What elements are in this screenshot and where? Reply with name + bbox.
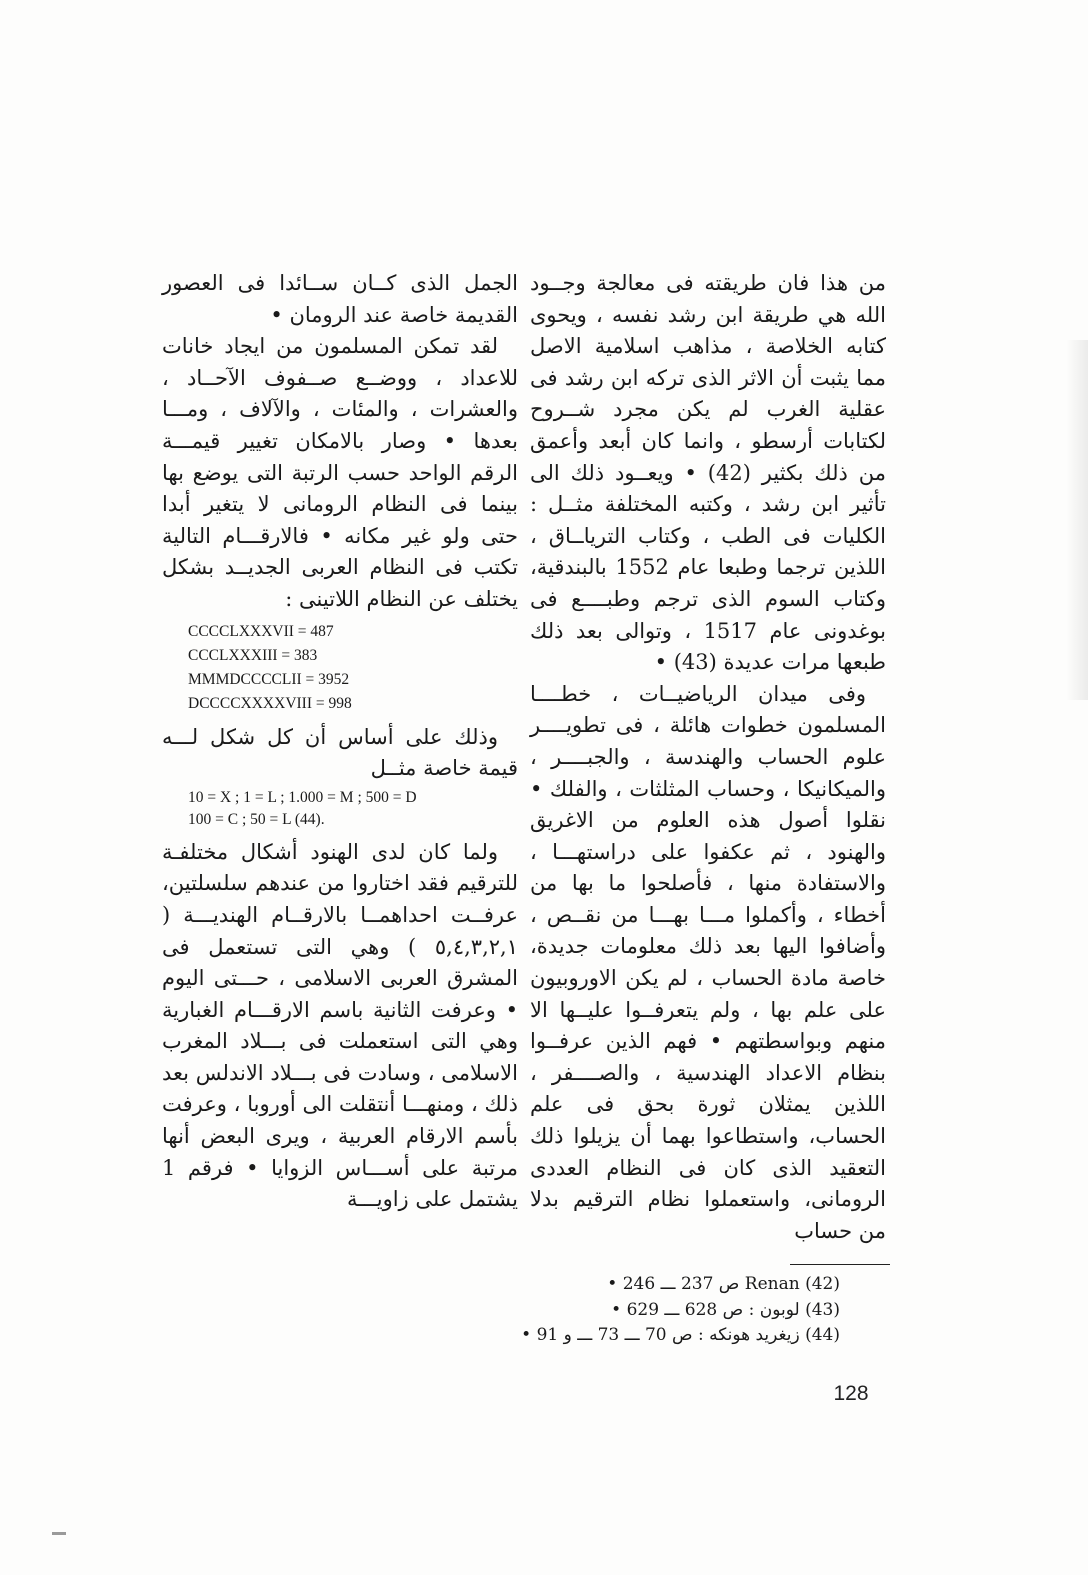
roman-example-row: DCCCCXXXXVIII = 998 [188, 694, 352, 712]
roman-numeral-examples [162, 620, 518, 716]
left-paragraph-3: وذلك على أساس أن كل شكل لـــه قيمة خاصة مثــل [162, 724, 518, 781]
left-paragraph-4: ولما كان لدى الهنود أشكال مختلفـة للترقيم فقد اختاروا من عندهم سلسلتين، عرفــت احداهمــا بالارقــام الهنديـــة ( ٥,٤,٣,٢,١ ) وهي التى تستعمل فى المشرق العربى الاسلامى ، حـــتى اليوم • وعرفت الثانية باسم الارقـــام الغبارية وهي التى استعملت فى بـــلاد المغرب الاسلامى ، وسادت فى بـــلاد الاندلس بعد ذلك ، ومنهـــا أنتقلت الى أوروبا ، وعرفت بأسم الارقام العربية ، ويرى البعض أنها مرتبة على أســـاس الزوايا • فرقم 1 يشتمل على زاويـــة [162, 839, 518, 1212]
scan-edge-shadow [1066, 340, 1088, 700]
page-number: 128 [833, 1382, 869, 1405]
footnote-43: (43) لوبون : ص 628 ـــ 629 • [611, 1299, 840, 1320]
footnotes [440, 1272, 840, 1349]
roman-example-row: CCCLXXXIII = 383 [188, 646, 318, 664]
roman-values-equation [162, 787, 530, 831]
right-paragraph-1: من هذا فان طريقته فى معالجة وجــود الله هي طريقة ابن رشد نفسه ، ويحوى كتابه الخلاصة ، مذاهب اسلامية الاصل مما يثبت أن الاثر الذى تركه ابن رشد فى عقلية الغرب لم يكن مجرد شــروح لكتابات أرسطو ، وانما كان أبعد وأعمق من ذلك بكثير (42) • ويعــود ذلك الى تأثير ابن رشد ، وكتبه المختلفة مثــل : الكليات فى الطب ، وكتاب الترياــاق ، اللذين ترجما وطبعا عام 1552 بالبندقية، وكتاب السوم الذى ترجم وطبــــع فى بوغدونى عام 1517 ، وتوالى بعد ذلك طبعها مرات عديدة (43) • [530, 271, 887, 675]
left-paragraph-2: لقد تمكن المسلمون من ايجاد خانات للاعداد ، ووضــع صــفوف الآحــاد ، والعشرات ، والمئات ، والآلاف ، ومـــا بعدها • وصار بالامكان تغيير قيمـــة الرقم الواحد حسب الرتبة التى يوضع بها بينما فى النظام الرومانى لا يتغير أبدا حتى ولو غير مكانه • فالارقـــام التالية تكتب فى النظام العربى الجديــد بشكل يختلف عن النظام اللاتينى : [162, 334, 518, 611]
left-paragraph-1: الجمل الذى كــان ســائدا فى العصور القديمة خاصة عند الرومان • [162, 271, 518, 327]
equation-line: 100 = C ; 50 = L (44). [188, 810, 325, 828]
left-text-column [162, 268, 518, 1216]
footnote-44: (44) زيغريد هونكه : ص 70 ـــ 73 ـــ و 91 • [521, 1325, 840, 1345]
footnote-divider [790, 1264, 890, 1265]
footnote-42: (42) Renan ص 237 ـــ 246 • [607, 1274, 840, 1294]
equation-line: 10 = X ; 1 = L ; 1.000 = M ; 500 = D [188, 788, 417, 806]
roman-example-row: MMMDCCCCLII = 3952 [188, 670, 350, 688]
right-paragraph-2: وفى ميدان الرياضيــات ، خطــــا المسلمون خطوات هائلة ، فى تطويــــر علوم الحساب والهندسة ، والجبــــر ، والميكانيكا ، وحساب المثلثات ، والفلك • نقلوا أصول هذه العلوم من الاغريق والهنود ، ثم عكفوا على دراستهـــا ، والاستفادة منها ، فأصلحوا ما بها من أخطاء ، وأكملوا مـــا بهـــا من نقــص ، وأضافوا اليها بعد ذلك معلومات جديدة، خاصة مادة الحساب ، لم يكن الاوروبيون على علم بها ، ولم يتعرفــوا عليــها الا منهم وبواسطتهم • فهم الذين عرفــوا بنظام الاعداد الهندسية ، والصــــفر ، اللذين يمثلان ثورة بحق فى علم الحساب، واستطاعوا بهما أن يزيلوا ذلك التعقيد الذى كان فى النظام العددى الرومانى، واستعملوا نظام الترقيم بدلا من حساب [530, 681, 886, 1243]
roman-example-row: CCCCLXXXVII = 487 [188, 622, 334, 640]
scan-corner-mark [52, 1532, 66, 1535]
right-text-column [530, 268, 886, 1247]
